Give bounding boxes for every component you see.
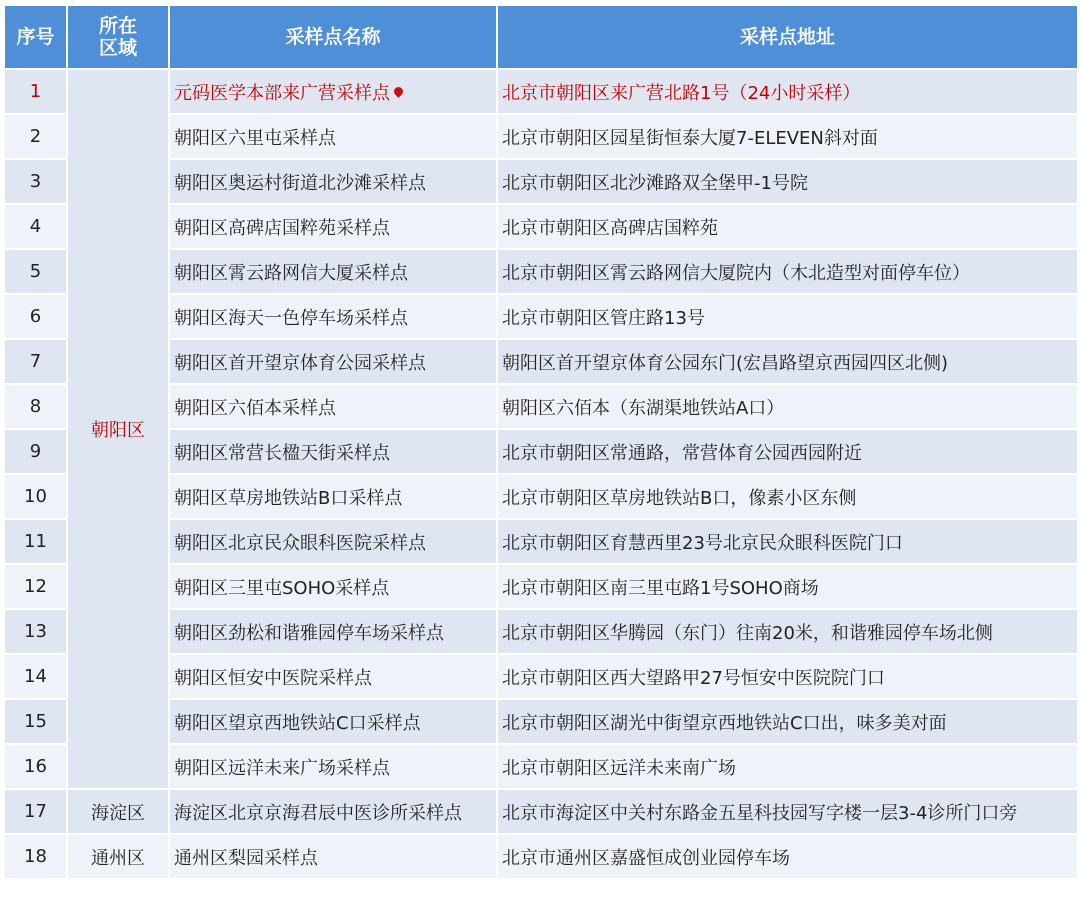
row-address: 北京市朝阳区管庄路13号 <box>497 294 1078 339</box>
row-address: 北京市通州区嘉盛恒成创业园停车场 <box>497 834 1078 879</box>
row-num: 11 <box>4 519 67 564</box>
row-num: 13 <box>4 609 67 654</box>
row-address: 北京市朝阳区北沙滩路双全堡甲-1号院 <box>497 159 1078 204</box>
row-num: 8 <box>4 384 67 429</box>
row-address: 北京市朝阳区南三里屯路1号SOHO商场 <box>497 564 1078 609</box>
row-num: 1 <box>4 69 67 114</box>
row-num: 16 <box>4 744 67 789</box>
table-row <box>4 69 1078 114</box>
row-name: 朝阳区劲松和谐雅园停车场采样点 <box>169 609 497 654</box>
row-name-text: 元码医学本部来广营采样点 <box>174 82 390 104</box>
header-name: 采样点名称 <box>169 5 497 69</box>
row-num: 17 <box>4 789 67 834</box>
header-num: 序号 <box>4 5 67 69</box>
row-name: 朝阳区海天一色停车场采样点 <box>169 294 497 339</box>
row-name: 朝阳区远洋未来广场采样点 <box>169 744 497 789</box>
row-num: 7 <box>4 339 67 384</box>
row-region: 朝阳区 <box>67 69 169 789</box>
row-name: 通州区梨园采样点 <box>169 834 497 879</box>
header-region <box>67 5 169 69</box>
row-num: 15 <box>4 699 67 744</box>
row-num: 9 <box>4 429 67 474</box>
row-address: 北京市朝阳区园星街恒泰大厦7-ELEVEN斜对面 <box>497 114 1078 159</box>
row-name: 朝阳区高碑店国粹苑采样点 <box>169 204 497 249</box>
row-name: 朝阳区望京西地铁站C口采样点 <box>169 699 497 744</box>
row-num: 3 <box>4 159 67 204</box>
row-name: 朝阳区北京民众眼科医院采样点 <box>169 519 497 564</box>
row-address: 北京市朝阳区高碑店国粹苑 <box>497 204 1078 249</box>
row-name: 朝阳区草房地铁站B口采样点 <box>169 474 497 519</box>
location-pin-icon <box>392 85 405 98</box>
row-num: 18 <box>4 834 67 879</box>
row-num: 5 <box>4 249 67 294</box>
row-name: 朝阳区霄云路网信大厦采样点 <box>169 249 497 294</box>
header-region-line1: 所在 <box>98 15 137 37</box>
row-region: 海淀区 <box>67 789 169 834</box>
table-row <box>4 834 1078 879</box>
row-address: 北京市朝阳区霄云路网信大厦院内（木北造型对面停车位） <box>497 249 1078 294</box>
row-address: 北京市朝阳区草房地铁站B口，像素小区东侧 <box>497 474 1078 519</box>
row-address: 朝阳区首开望京体育公园东门(宏昌路望京西园四区北侧) <box>497 339 1078 384</box>
sampling-sites-table <box>3 4 1079 880</box>
table-header-row <box>4 5 1078 69</box>
row-name: 海淀区北京京海君辰中医诊所采样点 <box>169 789 497 834</box>
row-name: 朝阳区奥运村街道北沙滩采样点 <box>169 159 497 204</box>
row-address: 北京市朝阳区华腾园（东门）往南20米，和谐雅园停车场北侧 <box>497 609 1078 654</box>
row-region: 通州区 <box>67 834 169 879</box>
row-address: 北京市朝阳区远洋未来南广场 <box>497 744 1078 789</box>
row-num: 6 <box>4 294 67 339</box>
row-address: 北京市朝阳区湖光中街望京西地铁站C口出，味多美对面 <box>497 699 1078 744</box>
row-num: 14 <box>4 654 67 699</box>
row-name: 朝阳区首开望京体育公园采样点 <box>169 339 497 384</box>
row-address: 北京市朝阳区常通路，常营体育公园西园附近 <box>497 429 1078 474</box>
row-address: 北京市朝阳区西大望路甲27号恒安中医院院门口 <box>497 654 1078 699</box>
row-num: 12 <box>4 564 67 609</box>
table-row <box>4 789 1078 834</box>
row-num: 4 <box>4 204 67 249</box>
row-name <box>169 69 497 114</box>
row-name: 朝阳区常营长楹天街采样点 <box>169 429 497 474</box>
row-name: 朝阳区六佰本采样点 <box>169 384 497 429</box>
row-address: 北京市朝阳区来广营北路1号（24小时采样） <box>497 69 1078 114</box>
row-name: 朝阳区六里屯采样点 <box>169 114 497 159</box>
header-region-line2: 区域 <box>98 37 137 59</box>
row-name: 朝阳区恒安中医院采样点 <box>169 654 497 699</box>
row-num: 10 <box>4 474 67 519</box>
row-num: 2 <box>4 114 67 159</box>
row-address: 北京市朝阳区育慧西里23号北京民众眼科医院门口 <box>497 519 1078 564</box>
row-address: 朝阳区六佰本（东湖渠地铁站A口） <box>497 384 1078 429</box>
header-address: 采样点地址 <box>497 5 1078 69</box>
row-address: 北京市海淀区中关村东路金五星科技园写字楼一层3-4诊所门口旁 <box>497 789 1078 834</box>
row-name: 朝阳区三里屯SOHO采样点 <box>169 564 497 609</box>
